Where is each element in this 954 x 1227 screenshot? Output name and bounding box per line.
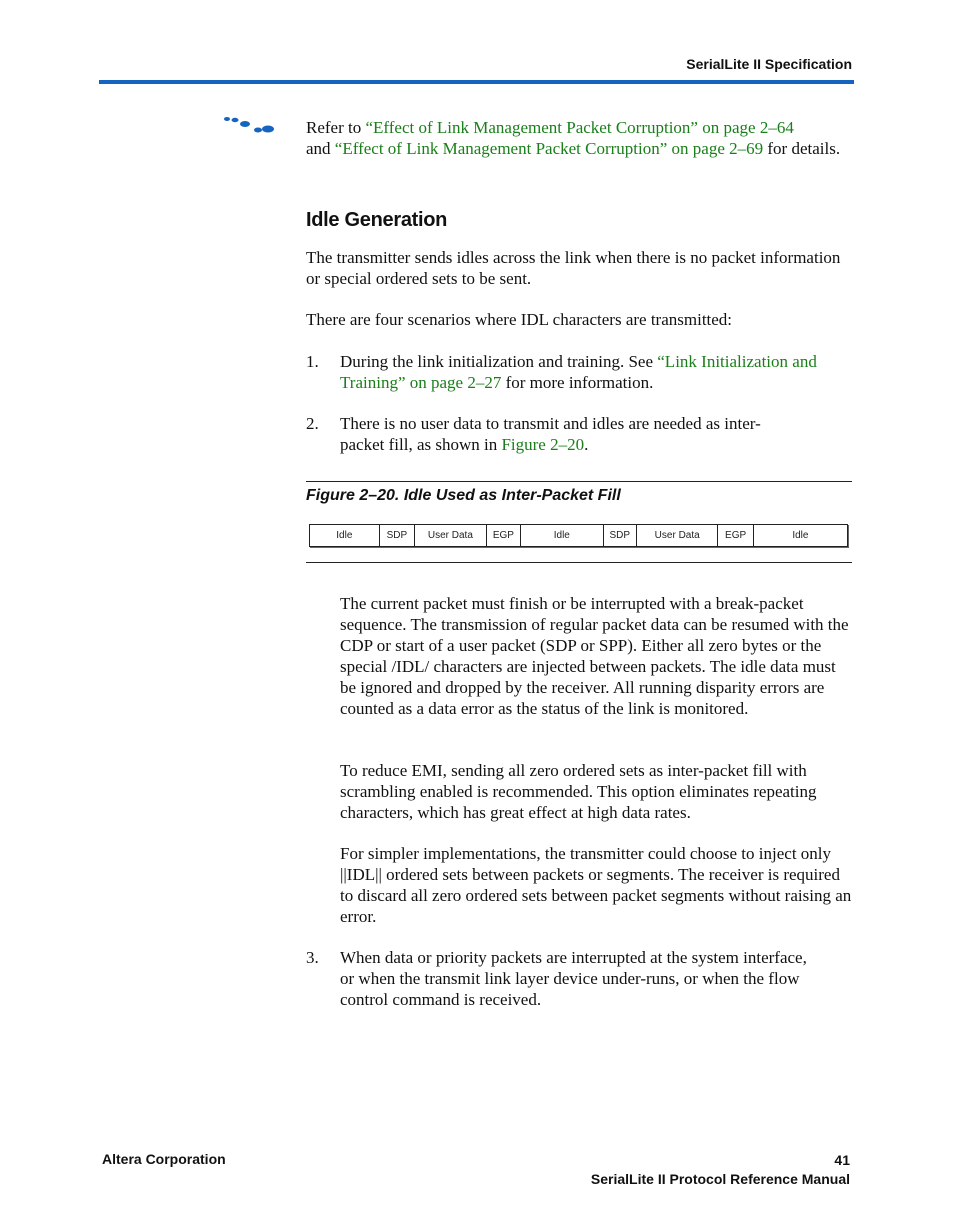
packet-cell-idle: Idle — [792, 530, 809, 541]
manual-title: SerialLite II Protocol Reference Manual — [590, 1171, 850, 1187]
packet-cell-user-data: User Data — [637, 525, 718, 546]
list-item-2-pre: There is no user data to transmit and idles are needed as inter-packet fill, as shown in — [340, 414, 761, 454]
list-number-1: 1. — [306, 352, 319, 371]
packet-finish-paragraph: The current packet must finish or be interrupted with a break-packet sequence. The transmission of regular packet data can be resumed with the CDP or start of a user packet (SDP or SPP). Either all zero bytes or the special /IDL/ characters are injected between packets. The idle data must be ignored and dropped by the receiver. All running disparity errors are counted as a data error as the status of the link is monitored. — [340, 594, 849, 718]
packet-cell-egp: EGP — [487, 525, 521, 546]
packet-diagram — [309, 524, 848, 547]
packet-cell-egp: EGP — [718, 525, 753, 546]
packet-cell-idle: Idle — [310, 525, 380, 546]
list-item-2 — [340, 413, 780, 455]
list-item-1-post: for more information. — [501, 373, 654, 392]
list-item-2-post: . — [584, 435, 589, 454]
figure-bottom-rule — [306, 562, 852, 563]
footprints-note-icon — [222, 116, 276, 136]
footer-right — [591, 1151, 850, 1189]
note-paragraph — [306, 117, 852, 159]
figure-top-rule — [306, 481, 852, 482]
link-effect-lmp-corruption-2-64[interactable]: “Effect of Link Management Packet Corruption” on page 2–64 — [365, 118, 794, 137]
simpler-impl-paragraph: For simpler implementations, the transmitter could choose to inject only ||IDL|| ordered sets between packets or segments. The receiver is required to discard all zero ordered sets between packet segments without raising an error. — [340, 844, 852, 926]
packet-cell-idle: Idle — [521, 525, 603, 546]
packet-cell-user-data: User Data — [415, 525, 487, 546]
list-item-1-pre: During the link initialization and training. See — [340, 352, 658, 371]
list-item-3: When data or priority packets are interrupted at the system interface, or when the transmit link layer device under-runs, or when the flow control command is received. — [340, 948, 807, 1009]
link-figure-2-20[interactable]: Figure 2–20 — [501, 435, 585, 454]
packet-cell-sdp: SDP — [604, 525, 637, 546]
note-post: for details. — [763, 139, 841, 158]
note-pre: Refer to — [306, 118, 366, 137]
section-heading: Idle Generation — [306, 209, 448, 231]
link-effect-lmp-corruption-2-69[interactable]: “Effect of Link Management Packet Corruption” on page 2–69 — [334, 139, 764, 158]
emi-paragraph: To reduce EMI, sending all zero ordered sets as inter-packet fill with scrambling enabled is recommended. This option eliminates repeating characters, which has great effect at high data rates. — [340, 761, 817, 822]
note-mid: and — [306, 139, 335, 158]
figure-caption: Figure 2–20. Idle Used as Inter-Packet Fill — [306, 487, 621, 504]
list-number-3: 3. — [306, 948, 319, 967]
list-number-2: 2. — [306, 414, 319, 433]
packet-cell-sdp: SDP — [380, 525, 415, 546]
footer-company: Altera Corporation — [102, 1151, 226, 1167]
intro-paragraph: The transmitter sends idles across the link when there is no packet information or special ordered sets to be sent. — [306, 248, 841, 288]
page-number: 41 — [834, 1152, 850, 1168]
list-item-1 — [340, 351, 852, 393]
running-header: SerialLite II Specification — [686, 56, 852, 72]
link-link-initialization[interactable]: “Link Initialization and Training” on page 2–27 — [340, 352, 817, 392]
scenarios-paragraph: There are four scenarios where IDL characters are transmitted: — [306, 310, 733, 329]
header-rule — [99, 80, 854, 84]
